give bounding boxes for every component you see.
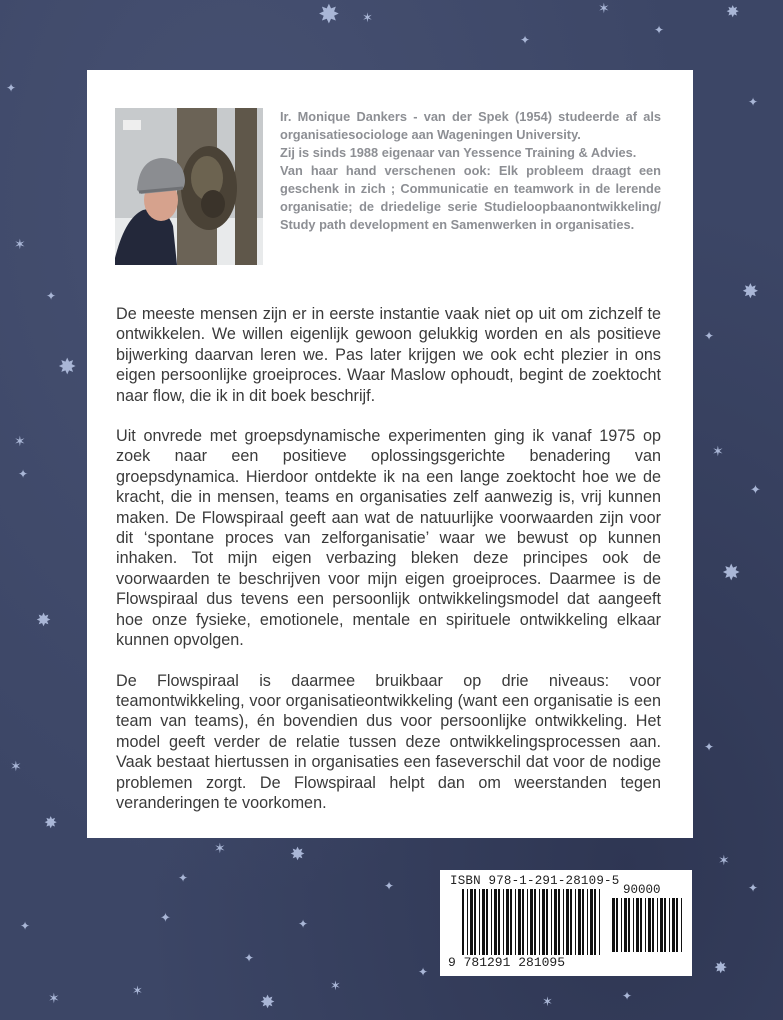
isbn-barcode [440, 870, 692, 976]
barcode-bar [474, 889, 476, 955]
barcode-bar [664, 898, 666, 952]
star-icon: ✦ [654, 23, 665, 37]
star-icon: ✸ [36, 610, 52, 631]
barcode-bar [633, 898, 634, 952]
barcode-number: 9 781291 281095 [448, 955, 566, 970]
star-icon: ✦ [418, 965, 429, 979]
star-icon: ✶ [14, 237, 26, 253]
barcode-bar [660, 898, 663, 952]
star-icon: ✸ [260, 992, 276, 1013]
barcode-bar [672, 898, 675, 952]
barcode-bar [570, 889, 572, 955]
barcode-extension-bars [612, 898, 682, 964]
author-photo-image [115, 108, 263, 265]
star-icon: ✶ [10, 759, 22, 775]
barcode-bar [494, 889, 497, 955]
barcode-bar [587, 889, 588, 955]
barcode-bar [530, 889, 533, 955]
barcode-bar [522, 889, 524, 955]
price-code: 90000 [623, 883, 661, 897]
barcode-bar [628, 898, 630, 952]
star-icon: ✦ [748, 881, 759, 895]
barcode-bar [640, 898, 642, 952]
barcode-bar [621, 898, 622, 952]
barcode-bar [599, 889, 600, 955]
star-icon: ✶ [14, 434, 26, 450]
star-icon: ✸ [290, 844, 306, 865]
barcode-bar [575, 889, 576, 955]
barcode-bar [498, 889, 500, 955]
star-icon: ✶ [48, 991, 60, 1007]
star-icon: ✦ [750, 483, 761, 498]
barcode-bars [462, 889, 602, 955]
author-photo [115, 108, 263, 265]
star-icon: ✦ [704, 329, 715, 343]
star-icon: ✦ [384, 879, 395, 893]
star-icon: ✦ [244, 951, 255, 965]
barcode-bar [503, 889, 504, 955]
barcode-bar [578, 889, 581, 955]
barcode-bar [582, 889, 584, 955]
barcode-bar [554, 889, 557, 955]
star-icon: ✸ [318, 0, 340, 30]
star-icon: ✦ [178, 871, 189, 885]
star-icon: ✸ [714, 958, 728, 977]
star-icon: ✦ [6, 81, 17, 95]
star-icon: ✶ [214, 841, 226, 857]
barcode-bar [669, 898, 670, 952]
star-icon: ✶ [712, 444, 724, 460]
description-paragraph: De Flowspiraal is daarmee bruikbaar op drie niveaus: voor teamontwikkeling, voor organisatieontwikkeling (want een organisatie is een team van teams), én bovendien dus voor persoonlijke ontwikkeling. Het model geeft verder de relatie tussen deze ontwikkelingsprocessen aan. Vaak bestaat hiertussen in organisaties een faseverschil dat voor de nodige problemen zorgt. De Flowspiraal helpt dan om weerstanden tegen veranderingen te voorkomen. [116, 671, 661, 812]
star-icon: ✸ [58, 355, 77, 380]
star-icon: ✸ [44, 813, 58, 832]
barcode-bar [467, 889, 468, 955]
star-icon: ✶ [598, 1, 610, 17]
star-icon: ✶ [330, 979, 341, 994]
description-paragraph: Uit onvrede met groepsdynamische experimenten ging ik vanaf 1975 op zoek naar een positieve oplossingsgerichte benadering van groepsdynamica. Hierdoor ontdekte ik na een lange zoektocht hoe we de kracht, die in mensen, teams en organisaties zelf aanwezig is, vrij kunnen maken. De Flowspiraal geeft aan wat de natuurlijke voorwaarden zijn voor dit ‘spontane proces van zelforganisatie’ waar we bewust op kunnen inhaken. Tot mijn eigen verbazing bleken deze principes ook de voorwaarden te beschrijven voor mijn eigen groeiproces. Daarmee is de Flowspiraal dus tevens een persoonlijk ontwikkelingsmodel dat aangeeft hoe onze fysieke, emotionele, mentale en spirituele ontwikkeling elkaar kunnen opvolgen. [116, 427, 661, 650]
star-icon: ✦ [298, 917, 309, 931]
barcode-bar [470, 889, 473, 955]
author-bio-line: Zij is sinds 1988 eigenaar van Yessence Training & Advies. [280, 145, 637, 160]
author-bio [280, 108, 661, 234]
star-icon: ✶ [132, 984, 143, 999]
barcode-bar [612, 898, 615, 952]
barcode-bar [594, 889, 596, 955]
barcode-bar [676, 898, 678, 952]
star-icon: ✶ [362, 11, 373, 26]
isbn-label: ISBN 978-1-291-28109-5 [450, 874, 620, 888]
star-icon: ✦ [46, 289, 57, 303]
barcode-bar [558, 889, 560, 955]
barcode-bar [510, 889, 512, 955]
barcode-bar [652, 898, 654, 952]
barcode-bar [542, 889, 545, 955]
star-icon: ✸ [742, 279, 759, 303]
barcode-bar [462, 889, 464, 955]
back-cover-panel [87, 70, 693, 838]
barcode-bar [515, 889, 516, 955]
barcode-bar [486, 889, 488, 955]
star-icon: ✦ [622, 989, 633, 1003]
description-paragraph: De meeste mensen zijn er in eerste instantie vaak niet op uit om zichzelf te ontwikkelen. We willen eigenlijk gewoon gelukkig worden en als positieve bijwerking daarvan leren we. Pas later krijgen we ook echt plezier in ons eigen persoonlijke groeiproces. Waar Maslow ophoudt, begint de zoektocht naar flow, die ik in dit boek beschrijf. [116, 305, 661, 405]
barcode-bar [479, 889, 480, 955]
barcode-bar [636, 898, 639, 952]
barcode-bar [566, 889, 569, 955]
star-icon: ✶ [718, 853, 730, 869]
star-icon: ✶ [542, 995, 553, 1010]
barcode-bar [527, 889, 528, 955]
star-icon: ✦ [18, 467, 29, 481]
barcode-bar [590, 889, 593, 955]
star-icon: ✦ [520, 33, 531, 47]
author-bio-line: Van haar hand verschenen ook: Elk probleem draagt een geschenk in zich ; Communicatie en teamwork in de lerende organisatie; de driedelige serie Studieloopbaanontwikkeling/ Study path development en Samenwerken in organisaties. [280, 163, 661, 232]
barcode-bar [546, 889, 548, 955]
barcode-bar [657, 898, 658, 952]
barcode-bar [518, 889, 521, 955]
barcode-bar [539, 889, 540, 955]
barcode-bar [645, 898, 646, 952]
star-icon: ✸ [722, 561, 741, 586]
star-icon: ✦ [160, 911, 171, 926]
author-bio-line: Ir. Monique Dankers - van der Spek (1954) studeerde af als organisatiesociologe aan Wageningen University. [280, 109, 661, 142]
barcode-bar [506, 889, 509, 955]
book-description [116, 304, 661, 833]
barcode-bar [681, 898, 682, 952]
star-icon: ✦ [748, 95, 759, 109]
barcode-bar [534, 889, 536, 955]
barcode-bar [648, 898, 651, 952]
barcode-bar [491, 889, 492, 955]
barcode-bar [624, 898, 627, 952]
barcode-bar [616, 898, 618, 952]
star-icon: ✸ [726, 2, 740, 21]
barcode-bar [482, 889, 485, 955]
barcode-bar [551, 889, 552, 955]
star-icon: ✦ [20, 919, 31, 933]
star-icon: ✦ [704, 740, 715, 754]
barcode-bar [563, 889, 564, 955]
